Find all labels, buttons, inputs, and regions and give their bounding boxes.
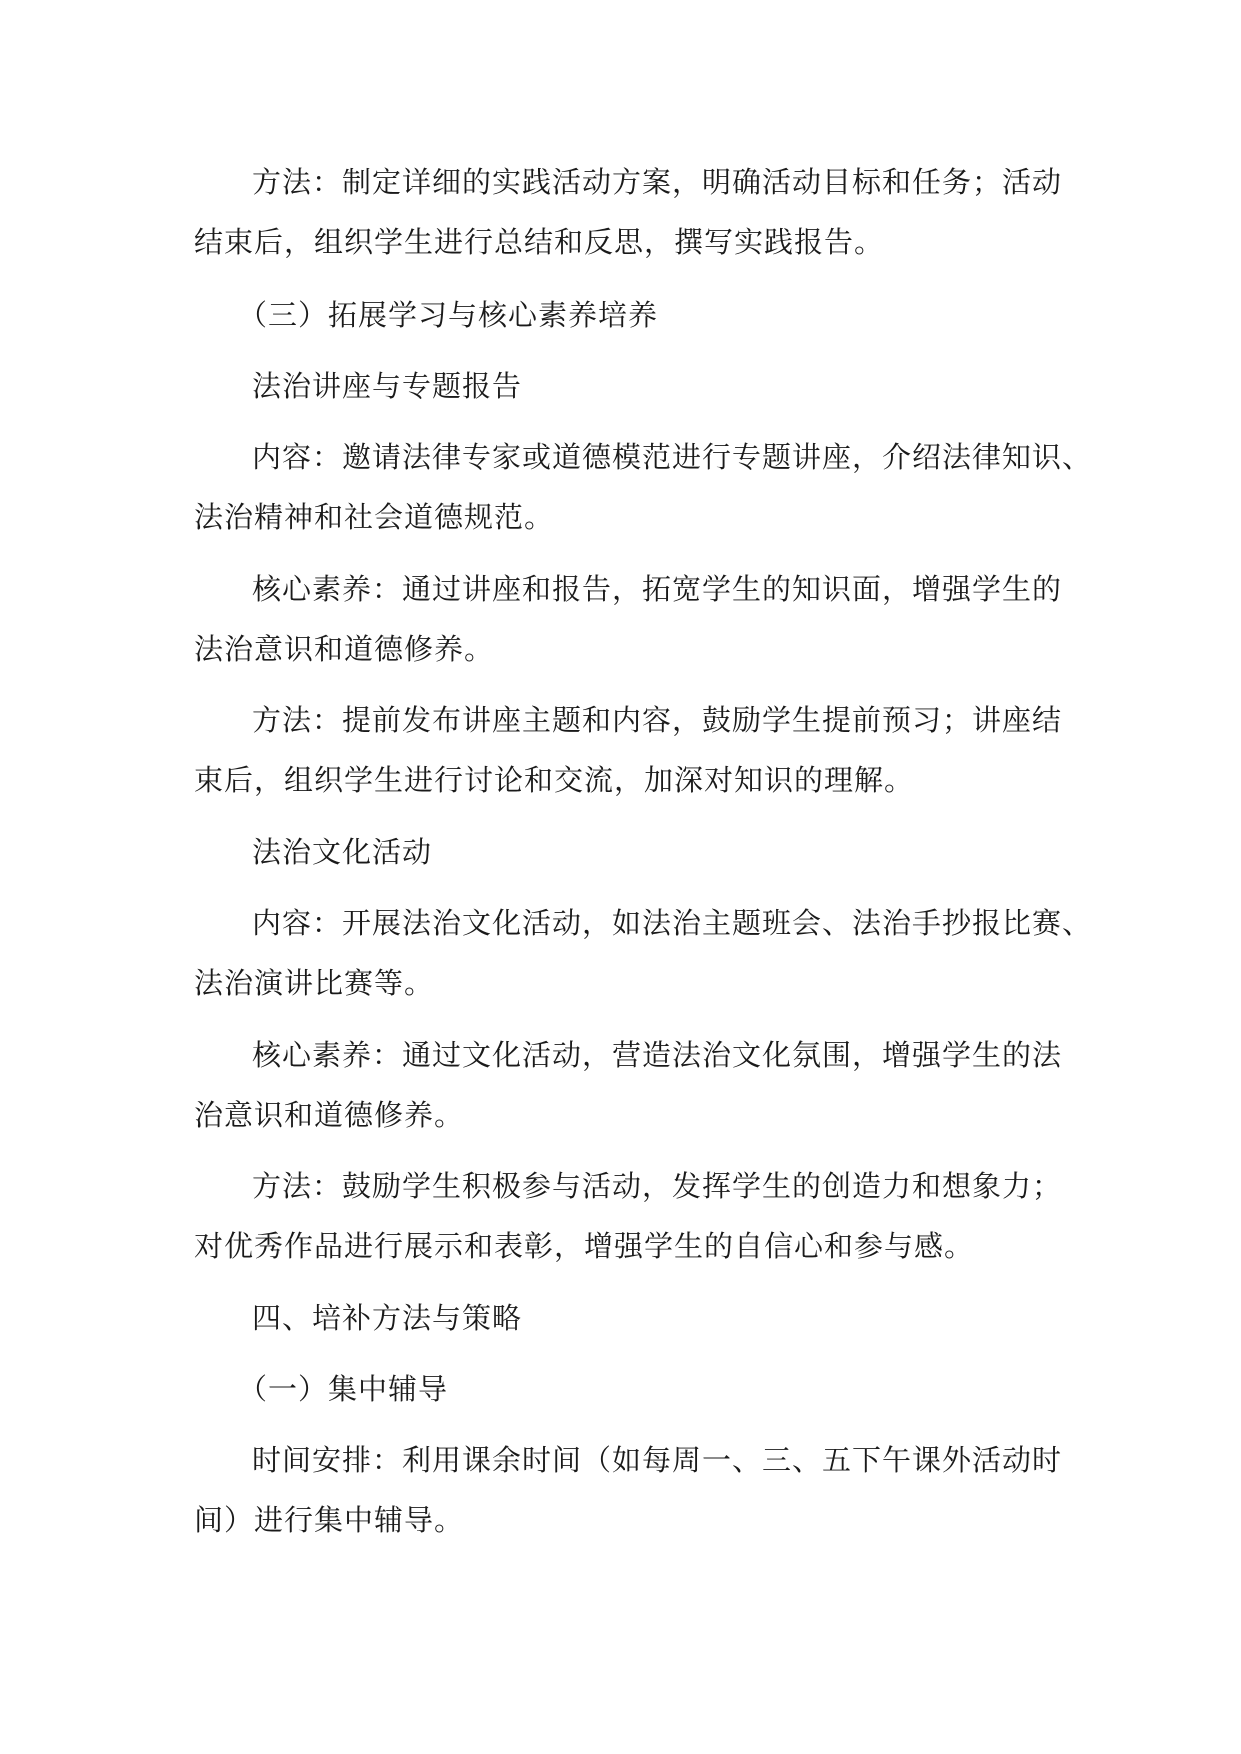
paragraph-line: 法治演讲比赛等。 <box>194 966 435 1000</box>
paragraph-line: 束后，组织学生进行讨论和交流，加深对知识的理解。 <box>194 763 915 797</box>
paragraph-line: 核心素养：通过讲座和报告，拓宽学生的知识面，增强学生的 <box>252 572 1063 606</box>
paragraph-line: 方法：制定详细的实践活动方案，明确活动目标和任务；活动 <box>252 165 1063 199</box>
section-heading: 四、培补方法与策略 <box>252 1301 523 1335</box>
paragraph-line: 结束后，组织学生进行总结和反思，撰写实践报告。 <box>194 225 885 259</box>
paragraph-line: 治意识和道德修养。 <box>194 1098 465 1132</box>
paragraph-line: 内容：邀请法律专家或道德模范进行专题讲座，介绍法律知识、 <box>252 440 1093 474</box>
paragraph-line: 方法：提前发布讲座主题和内容，鼓励学生提前预习；讲座结 <box>252 703 1063 737</box>
paragraph-line: 法治意识和道德修养。 <box>194 632 495 666</box>
paragraph-line: 内容：开展法治文化活动，如法治主题班会、法治手抄报比赛、 <box>252 906 1093 940</box>
section-heading: （三）拓展学习与核心素养培养 <box>238 298 659 332</box>
paragraph-line: 核心素养：通过文化活动，营造法治文化氛围，增强学生的法 <box>252 1038 1063 1072</box>
paragraph-line: 间）进行集中辅导。 <box>194 1503 465 1537</box>
section-heading: （一）集中辅导 <box>238 1372 449 1406</box>
paragraph-line: 法治精神和社会道德规范。 <box>194 500 555 534</box>
paragraph-line: 对优秀作品进行展示和表彰，增强学生的自信心和参与感。 <box>194 1229 975 1263</box>
subsection-heading: 法治文化活动 <box>252 835 433 869</box>
paragraph-line: 方法：鼓励学生积极参与活动，发挥学生的创造力和想象力； <box>252 1169 1063 1203</box>
subsection-heading: 法治讲座与专题报告 <box>252 369 523 403</box>
paragraph-line: 时间安排：利用课余时间（如每周一、三、五下午课外活动时 <box>252 1443 1063 1477</box>
